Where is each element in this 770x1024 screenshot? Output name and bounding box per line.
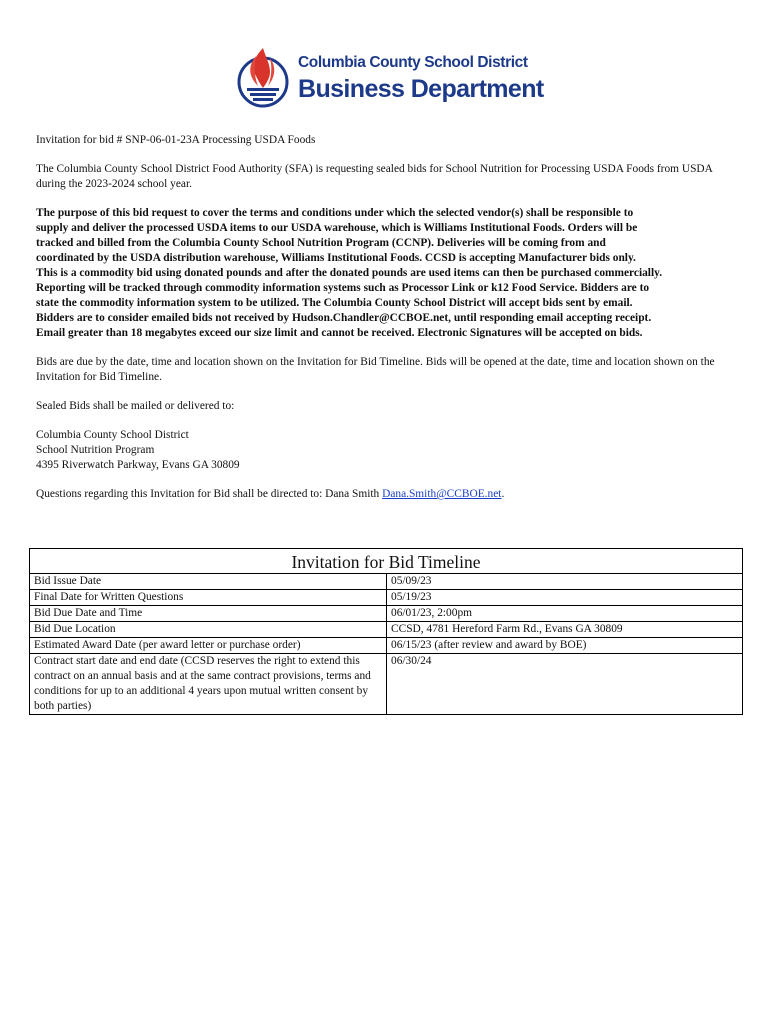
questions-paragraph bbox=[36, 487, 736, 502]
purpose-line: Email greater than 18 megabytes exceed our size limit and cannot be received. Electronic Signatures will be accepted on bids. bbox=[36, 327, 643, 339]
row-value: 05/09/23 bbox=[391, 575, 432, 587]
intro-paragraph: The Columbia County School District Food Authority (SFA) is requesting sealed bids for School Nutrition for Processing USDA Foods from USDA during the 2023-2024 school year. bbox=[36, 163, 713, 190]
row-value: 06/15/23 (after review and award by BOE) bbox=[391, 639, 587, 651]
purpose-paragraph bbox=[36, 206, 736, 341]
org-name: Columbia County School District bbox=[298, 54, 528, 71]
row-label: Final Date for Written Questions bbox=[30, 590, 387, 606]
due-paragraph: Bids are due by the date, time and location shown on the Invitation for Bid Timeline. Bids will be opened at the date, time and location shown on the Invitation for Bid Timeline. bbox=[36, 356, 715, 383]
dept-name: Business Department bbox=[298, 75, 544, 103]
address-line: School Nutrition Program bbox=[36, 444, 155, 456]
document-body bbox=[36, 133, 736, 516]
flame-torch-logo-icon bbox=[234, 44, 296, 110]
table-row bbox=[30, 590, 742, 606]
purpose-line: Reporting will be tracked through commodity information systems such as Processor Link or k12 Food Service. Bidders are to bbox=[36, 282, 650, 294]
purpose-line: coordinated by the USDA distribution warehouse, Williams Institutional Foods. CCSD is accepting Manufacturer bids only. bbox=[36, 252, 636, 264]
timeline-rows bbox=[30, 574, 742, 714]
address-line: Columbia County School District bbox=[36, 429, 189, 441]
purpose-line: The purpose of this bid request to cover the terms and conditions under which the selected vendor(s) shall be responsible to bbox=[36, 207, 634, 219]
purpose-line: This is a commodity bid using donated pounds and after the donated pounds are used items can then be purchased commercially. bbox=[36, 267, 663, 279]
row-label: Bid Due Location bbox=[30, 622, 387, 638]
table-row bbox=[30, 654, 742, 715]
table-row bbox=[30, 638, 742, 654]
questions-prefix: Questions regarding this Invitation for Bid shall be directed to: Dana Smith bbox=[36, 488, 383, 500]
row-label: Bid Due Date and Time bbox=[30, 606, 387, 622]
purpose-line: Bidders are to consider emailed bids not received by Hudson.Chandler@CCBOE.net, until responding email accepting receipt. bbox=[36, 312, 652, 324]
bid-title: Invitation for bid # SNP-06-01-23A Processing USDA Foods bbox=[36, 134, 316, 146]
row-label: Contract start date and end date (CCSD reserves the right to extend this contract on an annual basis and at the same contract provisions, terms and conditions for up to an additional 4 years upon mutual written consent by both parties) bbox=[30, 654, 387, 715]
row-label: Bid Issue Date bbox=[30, 574, 387, 590]
mailing-address bbox=[36, 428, 736, 473]
address-line: 4395 Riverwatch Parkway, Evans GA 30809 bbox=[36, 459, 240, 471]
letterhead bbox=[234, 44, 544, 110]
row-value: 06/30/24 bbox=[391, 655, 432, 667]
purpose-line: tracked and billed from the Columbia County School Nutrition Program (CCNP). Deliveries will be coming from and bbox=[36, 237, 606, 249]
purpose-line: supply and deliver the processed USDA items to our USDA warehouse, which is Williams Institutional Foods. Orders will be bbox=[36, 222, 638, 234]
row-label: Estimated Award Date (per award letter or purchase order) bbox=[30, 638, 387, 654]
mail-paragraph: Sealed Bids shall be mailed or delivered to: bbox=[36, 400, 235, 412]
purpose-line: state the commodity information system to be utilized. The Columbia County School District will accept bids sent by email. bbox=[36, 297, 633, 309]
row-value: 06/01/23, 2:00pm bbox=[391, 607, 473, 619]
row-value: CCSD, 4781 Hereford Farm Rd., Evans GA 30809 bbox=[391, 623, 623, 635]
contact-email-link[interactable]: Dana.Smith@CCBOE.net bbox=[382, 488, 502, 500]
timeline-title: Invitation for Bid Timeline bbox=[30, 549, 742, 574]
row-value: 05/19/23 bbox=[391, 591, 432, 603]
table-row bbox=[30, 574, 742, 590]
table-row bbox=[30, 622, 742, 638]
questions-suffix: . bbox=[501, 488, 505, 500]
table-row bbox=[30, 606, 742, 622]
bid-timeline-table bbox=[29, 548, 743, 715]
